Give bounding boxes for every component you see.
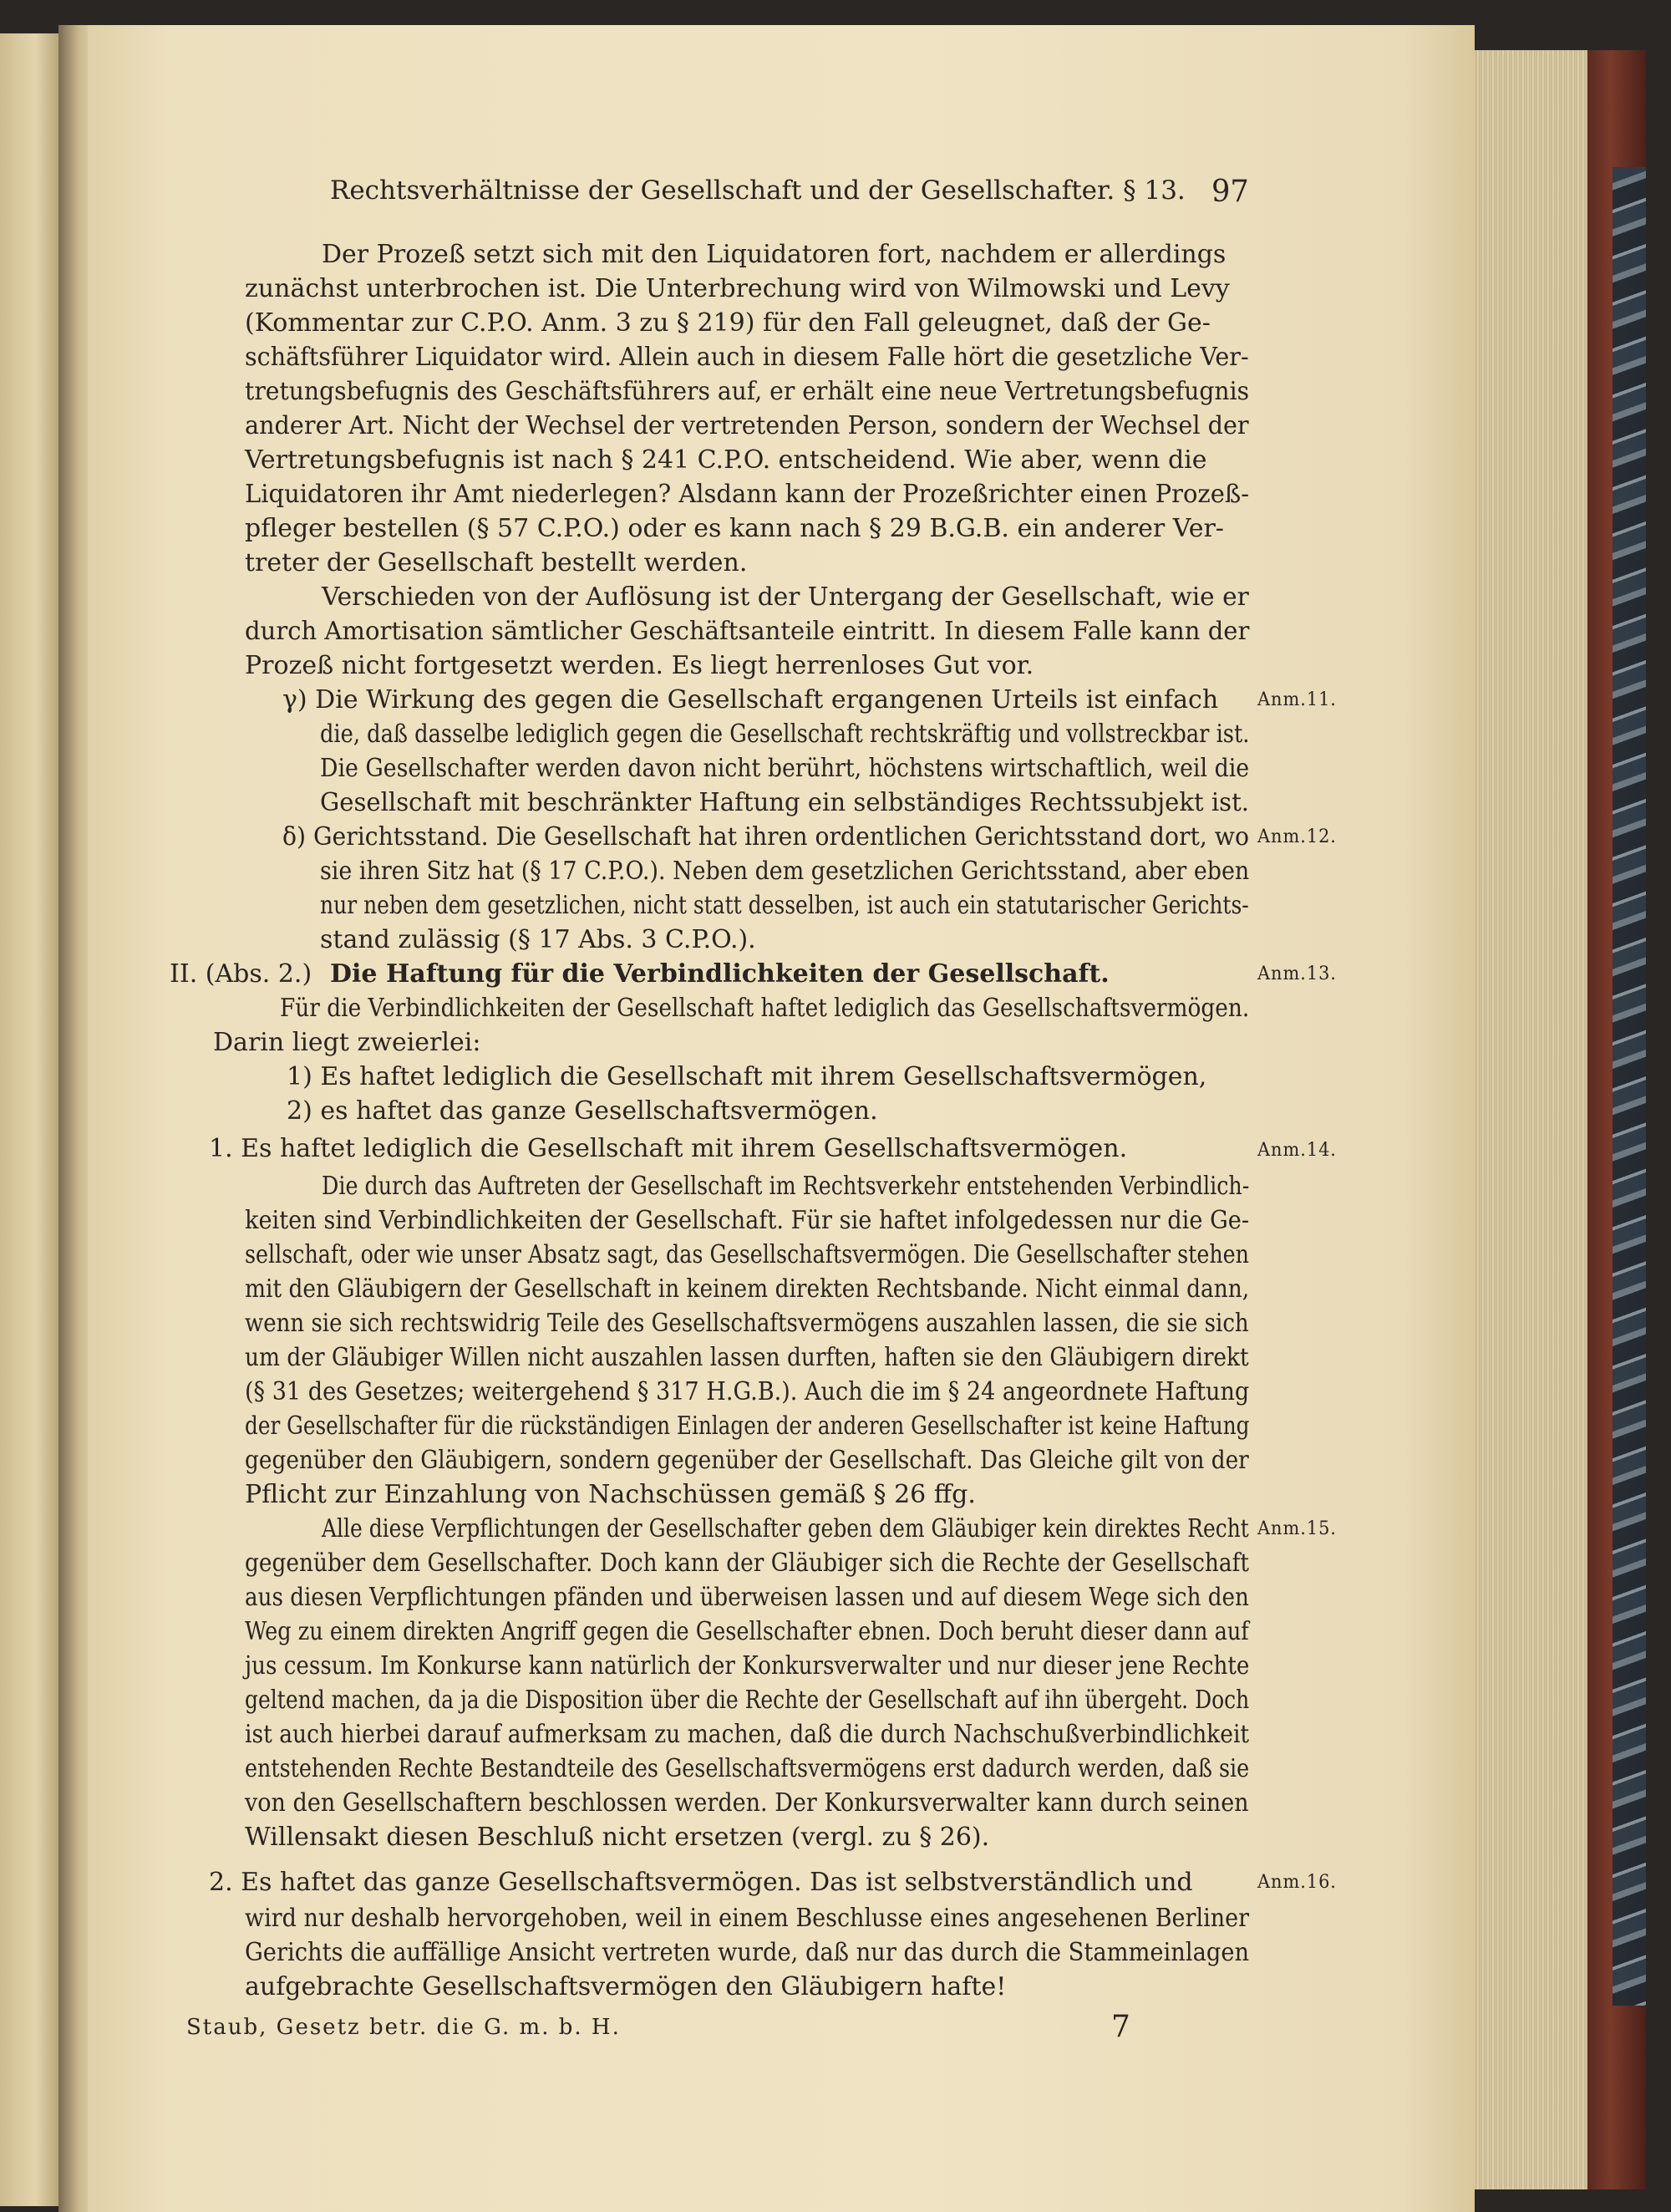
text-line: δ) Gerichtsstand. Die Gesellschaft hat ihren ordentlichen Gerichtsstand dort, wo — [282, 822, 1249, 852]
text-line: nur neben dem gesetzlichen, nicht statt desselben, ist auch ein statutarischer Gerichts- — [320, 891, 1249, 920]
margin-note: Anm.13. — [1257, 964, 1337, 984]
text-line: sellschaft, oder wie unser Absatz sagt, das Gesellschaftsvermögen. Die Gesellschafter stehen — [245, 1240, 1250, 1269]
margin-note: Anm.14. — [1257, 1140, 1337, 1161]
text-line: (§ 31 des Gesetzes; weitergehend § 317 H.G.B.). Auch die im § 24 angeordnete Haftung — [245, 1377, 1250, 1406]
margin-note: Anm.16. — [1257, 1872, 1337, 1893]
text-line: aufgebrachte Gesellschaftsvermögen den Gläubigern hafte! — [245, 1972, 1007, 2001]
text-line: von den Gesellschaftern beschlossen werden. Der Konkursverwalter kann durch seinen — [245, 1788, 1249, 1818]
text-line: mit den Gläubigern der Gesellschaft in keinem direkten Rechtsbande. Nicht einmal dann, — [245, 1274, 1250, 1304]
text-line: die, daß dasselbe lediglich gegen die Gesellschaft rechtskräftig und vollstreckbar ist. — [320, 720, 1250, 749]
text-line: um der Gläubiger Willen nicht auszahlen lassen durften, haften sie den Gläubigern direkt — [245, 1343, 1249, 1372]
margin-note: Anm.12. — [1257, 826, 1337, 847]
text-line: der Gesellschafter für die rückständigen Einlagen der anderen Gesellschafter ist keine Haftung — [245, 1411, 1250, 1441]
running-title: Rechtsverhältnisse der Gesellschaft und der Gesellschafter. § 13. — [330, 175, 1186, 206]
text-line: Der Prozeß setzt sich mit den Liquidatoren fort, nachdem er allerdings — [322, 240, 1227, 269]
text-line: Für die Verbindlichkeiten der Gesellschaft haftet lediglich das Gesellschaftsvermögen. — [280, 994, 1250, 1023]
text-line: tretungsbefugnis des Geschäftsführers auf, er erhält eine neue Vertretungsbefugnis — [245, 377, 1250, 406]
subsection-heading: 2. Es haftet das ganze Gesellschaftsvermögen. Das ist selbstverständlich und — [209, 1868, 1193, 1897]
text-line: Weg zu einem direkten Angriff gegen die Gesellschafter ebnen. Doch beruht dieser dann auf — [245, 1617, 1249, 1646]
text-line: Alle diese Verpflichtungen der Gesellschafter geben dem Gläubiger kein direktes Recht — [322, 1514, 1249, 1543]
text-line: (Kommentar zur C.P.O. Anm. 3 zu § 219) für den Fall geleugnet, daß der Ge- — [245, 308, 1211, 338]
text-line: treter der Gesellschaft bestellt werden. — [245, 548, 748, 577]
text-line: 2) es haftet das ganze Gesellschaftsvermögen. — [287, 1096, 878, 1126]
text-line: schäftsführer Liquidator wird. Allein auch in diesem Falle hört die gesetzliche Ver- — [245, 343, 1249, 372]
text-line: ist auch hierbei darauf aufmerksam zu machen, daß die durch Nachschußverbindlichkeit — [245, 1720, 1250, 1749]
sheet-mark: 7 — [1111, 2010, 1130, 2044]
text-line: pfleger bestellen (§ 57 C.P.O.) oder es kann nach § 29 B.G.B. ein anderer Ver- — [245, 514, 1224, 543]
section-heading: Die Haftung für die Verbindlichkeiten der Gesellschaft. — [330, 959, 1110, 989]
section-label: II. (Abs. 2.) — [170, 959, 312, 989]
facing-page-edge — [0, 33, 58, 2206]
text-line: Gerichts die auffällige Ansicht vertreten wurde, daß nur das durch die Stammeinlagen — [245, 1938, 1250, 1967]
text-line: Prozeß nicht fortgesetzt werden. Es liegt herrenloses Gut vor. — [245, 651, 1034, 680]
text-line: wenn sie sich rechtswidrig Teile des Gesellschaftsvermögens auszahlen lassen, die sie sich — [245, 1309, 1249, 1338]
text-line: anderer Art. Nicht der Wechsel der vertretenden Person, sondern der Wechsel der — [245, 411, 1249, 440]
marbled-edge — [1613, 167, 1646, 2006]
text-line: sie ihren Sitz hat (§ 17 C.P.O.). Neben dem gesetzlichen Gerichtsstand, aber eben — [320, 857, 1250, 886]
text-line: gegenüber den Gläubigern, sondern gegenüber der Gesellschaft. Das Gleiche gilt von der — [245, 1446, 1249, 1475]
margin-note: Anm.15. — [1257, 1518, 1337, 1539]
subsection-heading: 1. Es haftet lediglich die Gesellschaft mit ihrem Gesellschaftsvermögen. — [209, 1134, 1128, 1163]
text-line: Liquidatoren ihr Amt niederlegen? Alsdann kann der Prozeßrichter einen Prozeß- — [245, 480, 1250, 509]
book-gutter — [58, 25, 92, 2212]
text-line: zunächst unterbrochen ist. Die Unterbrechung wird von Wilmowski und Levy — [245, 274, 1230, 303]
text-line: γ) Die Wirkung des gegen die Gesellschaft ergangenen Urteils ist einfach — [282, 685, 1219, 714]
text-line: wird nur deshalb hervorgehoben, weil in einem Beschlusse eines angesehenen Berliner — [245, 1904, 1250, 1933]
margin-note: Anm.11. — [1257, 689, 1337, 710]
text-line: gegenüber dem Gesellschafter. Doch kann der Gläubiger sich die Rechte der Gesellschaft — [245, 1548, 1250, 1578]
text-line: geltend machen, da ja die Disposition über die Rechte der Gesellschaft auf ihn übergeht. Doch — [245, 1686, 1250, 1715]
text-line: Darin liegt zweierlei: — [213, 1028, 481, 1057]
text-line: Gesellschaft mit beschränkter Haftung ein selbständiges Rechtssubjekt ist. — [320, 788, 1250, 817]
text-line: Pflicht zur Einzahlung von Nachschüssen gemäß § 26 ffg. — [245, 1480, 976, 1509]
text-line: keiten sind Verbindlichkeiten der Gesellschaft. Für sie haftet infolgedessen nur die Ge- — [245, 1206, 1250, 1235]
text-line: jus cessum. Im Konkurse kann natürlich der Konkursverwalter und nur dieser jene Rechte — [245, 1651, 1250, 1681]
text-line: durch Amortisation sämtlicher Geschäftsanteile eintritt. In diesem Falle kann der — [245, 617, 1250, 646]
text-line: aus diesen Verpflichtungen pfänden und überweisen lassen und auf diesem Wege sich den — [245, 1583, 1249, 1612]
text-line: stand zulässig (§ 17 Abs. 3 C.P.O.). — [320, 925, 756, 954]
text-line: 1) Es haftet lediglich die Gesellschaft mit ihrem Gesellschaftsvermögen, — [287, 1062, 1207, 1091]
page-block-edges — [1475, 50, 1587, 2189]
text-line: Willensakt diesen Beschluß nicht ersetzen (vergl. zu § 26). — [245, 1823, 990, 1852]
text-line: entstehenden Rechte Bestandteile des Gesellschaftsvermögens erst dadurch werden, daß sie — [245, 1754, 1250, 1783]
text-line: Die durch das Auftreten der Gesellschaft im Rechtsverkehr entstehenden Verbindlich- — [322, 1172, 1250, 1201]
text-line: Vertretungsbefugnis ist nach § 241 C.P.O. entscheidend. Wie aber, wenn die — [245, 445, 1207, 475]
page-number: 97 — [1211, 175, 1249, 209]
text-line: Die Gesellschafter werden davon nicht berührt, höchstens wirtschaftlich, weil die — [320, 754, 1250, 783]
text-line: Verschieden von der Auflösung ist der Untergang der Gesellschaft, wie er — [322, 582, 1249, 612]
printer-signature: Staub, Gesetz betr. die G. m. b. H. — [186, 2015, 621, 2040]
